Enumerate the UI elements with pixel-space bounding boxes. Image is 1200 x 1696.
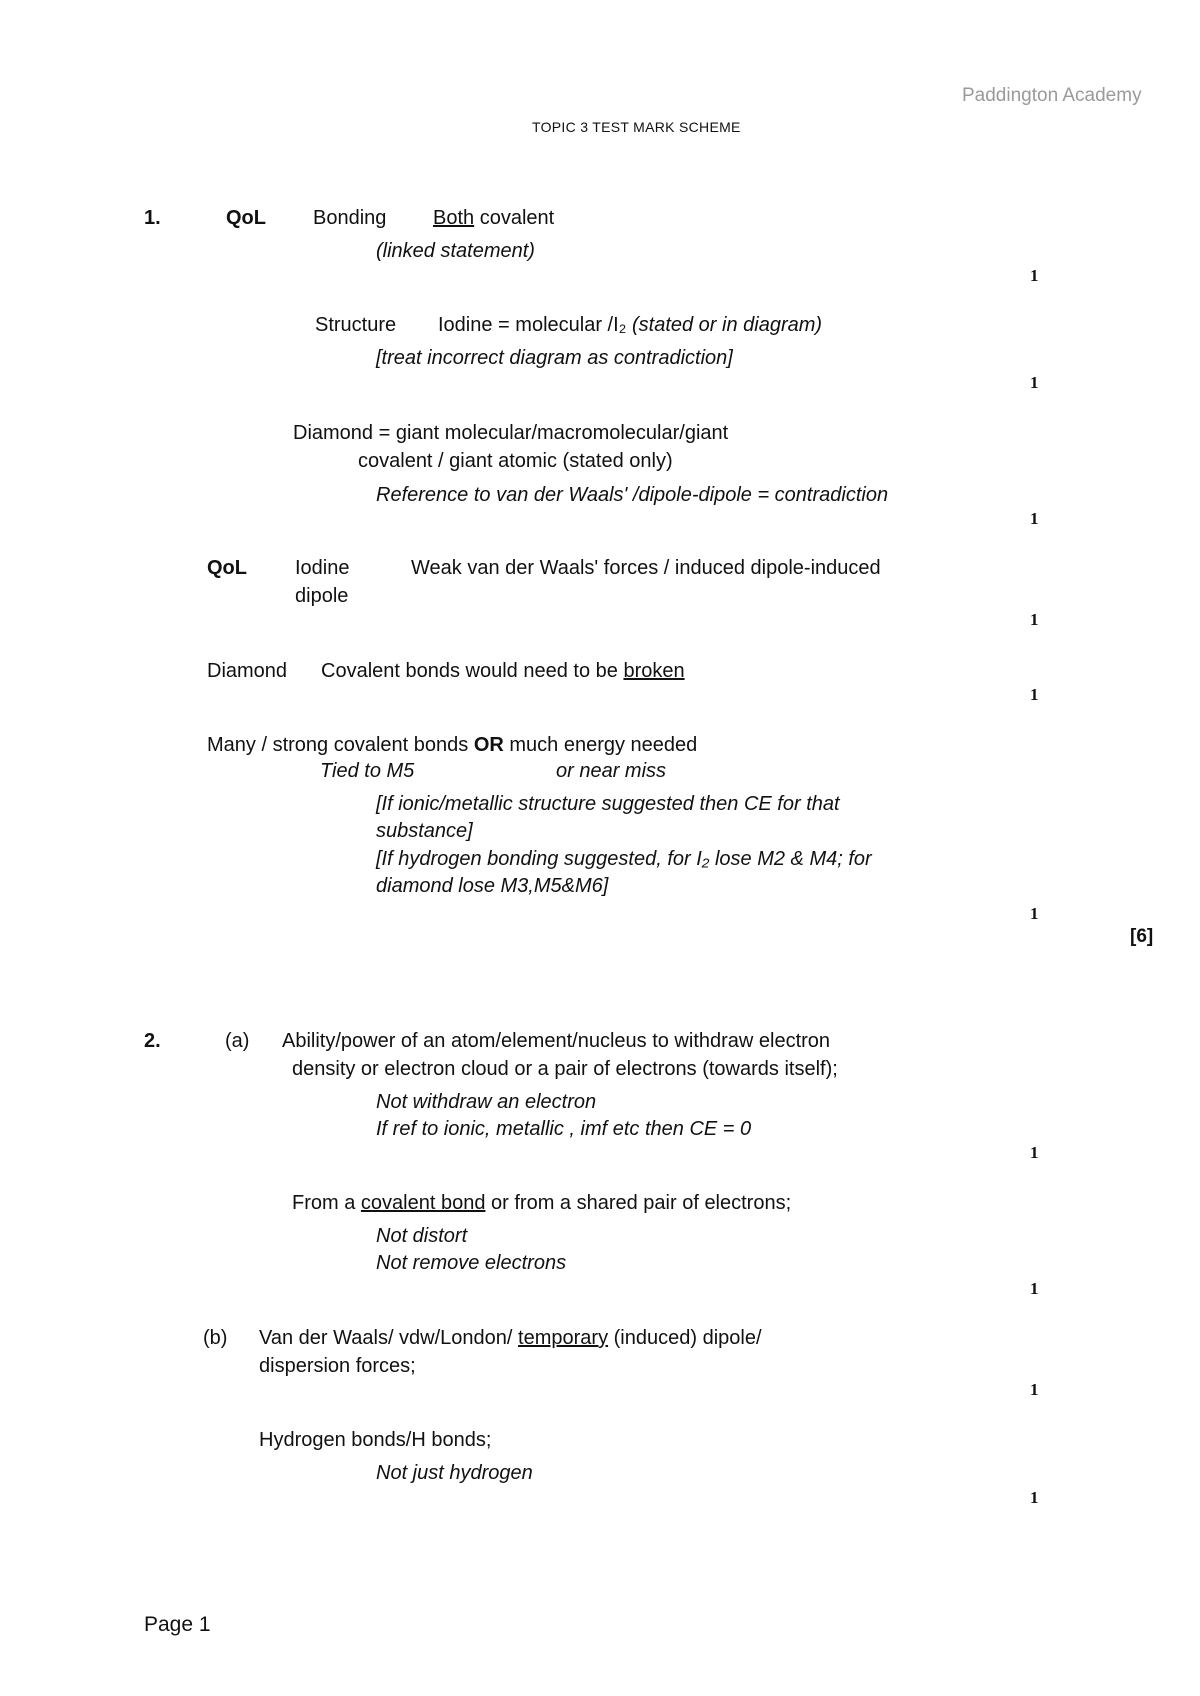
- diamond-structure-line1: Diamond = giant molecular/macromolecular/giant: [293, 422, 729, 444]
- ionic-note-line2: substance]: [376, 820, 473, 842]
- diamond-label: Diamond: [207, 660, 288, 682]
- if-ref-note: If ref to ionic, metallic , imf etc then CE = 0: [376, 1118, 752, 1140]
- hydrogen-note-line2: diamond lose M3,M5&M6]: [376, 875, 609, 897]
- organization-name: Paddington Academy: [962, 85, 1142, 106]
- mark-value: 1: [1030, 1279, 1039, 1298]
- linked-statement: (linked statement): [376, 240, 535, 262]
- mark-value: 1: [1030, 904, 1039, 923]
- not-remove-note: Not remove electrons: [376, 1252, 567, 1274]
- vdw-answer-line2: dispersion forces;: [259, 1355, 416, 1377]
- tied-note: Tied to M5: [320, 760, 415, 782]
- from-bond: covalent bond: [360, 1192, 486, 1214]
- iodine-structure: [438, 313, 822, 338]
- mark-value: 1: [1030, 610, 1039, 629]
- structure-label: Structure: [315, 314, 397, 336]
- from-pre: From a: [292, 1192, 361, 1214]
- ionic-note-line1: [If ionic/metallic structure suggested then CE for that: [376, 793, 840, 815]
- not-distort-note: Not distort: [376, 1225, 468, 1247]
- covalent-bond-answer: [292, 1191, 791, 1216]
- weak-forces-line1: Weak van der Waals' forces / induced dipole-induced: [411, 557, 881, 579]
- from-post: or from a shared pair of electrons;: [485, 1192, 792, 1214]
- covalent-broken: broken: [623, 660, 685, 682]
- iodine-label: Iodine: [295, 557, 350, 579]
- not-just-hydrogen-note: Not just hydrogen: [376, 1462, 533, 1484]
- many-or: OR: [473, 734, 504, 756]
- many-strong-bonds: [207, 733, 697, 758]
- bonding-answer: [433, 206, 554, 231]
- treat-note: [treat incorrect diagram as contradiction]: [376, 347, 733, 369]
- bonding-both: Both: [433, 207, 475, 229]
- iodine-italic: (stated or in diagram): [631, 314, 823, 336]
- vdw-answer-line1: [259, 1326, 762, 1351]
- document-title: TOPIC 3 TEST MARK SCHEME: [532, 119, 741, 135]
- vdw-pre: Van der Waals/ vdw/London/: [259, 1327, 519, 1349]
- question-number-2: 2.: [144, 1030, 161, 1052]
- diamond-structure-line2: covalent / giant atomic (stated only): [358, 450, 673, 472]
- mark-value: 1: [1030, 1380, 1039, 1399]
- bonding-label: Bonding: [313, 207, 387, 229]
- covalent-bonds-broken: [321, 659, 685, 684]
- mark-value: 1: [1030, 1488, 1039, 1507]
- hydrogen-bonds-answer: Hydrogen bonds/H bonds;: [259, 1429, 492, 1451]
- page-number: Page 1: [144, 1613, 211, 1636]
- near-miss-note: or near miss: [556, 760, 667, 782]
- vdw-temporary: temporary: [518, 1327, 609, 1349]
- many-pre: Many / strong covalent bonds: [207, 734, 474, 756]
- total-marks-q1: [6]: [1130, 926, 1154, 947]
- mark-value: 1: [1030, 266, 1039, 285]
- iodine-text: Iodine = molecular /I₂: [438, 314, 632, 336]
- bonding-rest: covalent: [474, 207, 555, 229]
- weak-forces-line2: dipole: [295, 585, 349, 607]
- qol-label: QoL: [226, 207, 266, 229]
- many-post: much energy needed: [503, 734, 698, 756]
- part-b-label: (b): [203, 1327, 228, 1349]
- reference-note: Reference to van der Waals' /dipole-dipole = contradiction: [376, 484, 889, 506]
- hydrogen-note-line1: [If hydrogen bonding suggested, for I₂ lose M2 & M4; for: [376, 848, 872, 870]
- part-a-line1: Ability/power of an atom/element/nucleus to withdraw electron: [282, 1030, 831, 1052]
- vdw-post: (induced) dipole/: [608, 1327, 762, 1349]
- mark-value: 1: [1030, 373, 1039, 392]
- qol-label: QoL: [207, 557, 247, 579]
- mark-value: 1: [1030, 685, 1039, 704]
- covalent-pre: Covalent bonds would need to be: [321, 660, 624, 682]
- question-number-1: 1.: [144, 207, 161, 229]
- mark-value: 1: [1030, 509, 1039, 528]
- mark-value: 1: [1030, 1143, 1039, 1162]
- part-a-line2: density or electron cloud or a pair of electrons (towards itself);: [292, 1058, 838, 1080]
- part-a-label: (a): [225, 1030, 250, 1052]
- not-withdraw-note: Not withdraw an electron: [376, 1091, 597, 1113]
